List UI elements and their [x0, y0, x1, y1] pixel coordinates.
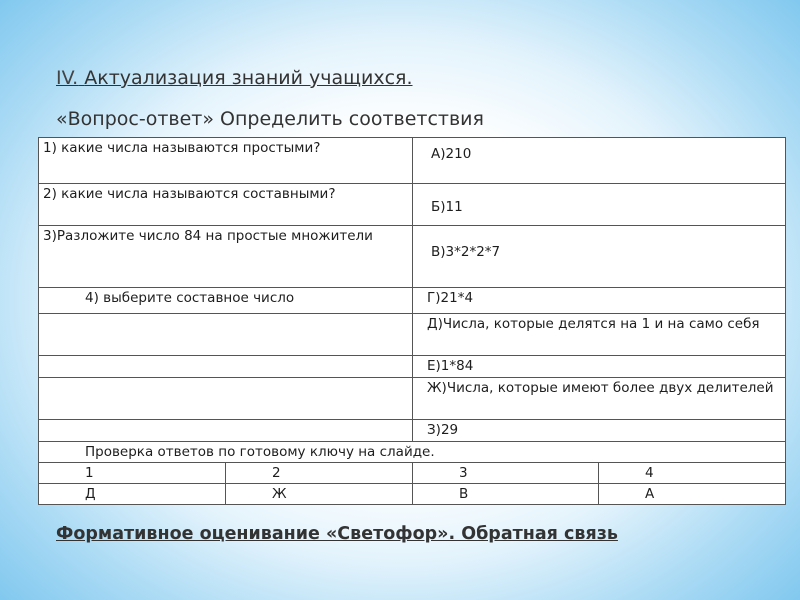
answer-cell: Ж)Числа, которые имеют более двух делителей: [413, 378, 786, 420]
check-note-row: [39, 442, 786, 463]
key-letter-cell: Д: [39, 484, 226, 505]
section-title: Актуализация знаний учащихся.: [84, 67, 413, 89]
footer-feedback: Формативное оценивание «Светофор». Обратная связь: [56, 524, 618, 544]
answer-cell: А)210: [413, 138, 786, 184]
table-row: [39, 138, 786, 184]
key-number-cell: 1: [39, 463, 226, 484]
key-numbers-row: [39, 463, 786, 484]
table-row: [39, 314, 786, 356]
question-cell: [39, 356, 413, 378]
key-letter-cell: В: [413, 484, 599, 505]
check-note: Проверка ответов по готовому ключу на слайде.: [39, 442, 786, 463]
question-cell: [39, 314, 413, 356]
key-letters-row: [39, 484, 786, 505]
matching-table: [38, 137, 786, 505]
answer-cell: Б)11: [413, 184, 786, 226]
table-row: [39, 184, 786, 226]
question-cell: 2) какие числа называются составными?: [39, 184, 413, 226]
question-cell: 4) выберите составное число: [39, 288, 413, 314]
key-letter-cell: Ж: [226, 484, 413, 505]
answer-cell: Е)1*84: [413, 356, 786, 378]
table-row: [39, 378, 786, 420]
table-row: [39, 420, 786, 442]
question-cell: [39, 378, 413, 420]
key-number-cell: 3: [413, 463, 599, 484]
key-letter-cell: А: [599, 484, 786, 505]
table-row: [39, 356, 786, 378]
question-cell: 3)Разложите число 84 на простые множители: [39, 226, 413, 288]
section-numeral: IV.: [56, 67, 79, 89]
question-cell: [39, 420, 413, 442]
slide-title: [56, 67, 413, 89]
key-number-cell: 2: [226, 463, 413, 484]
table-row: [39, 288, 786, 314]
answer-cell: В)3*2*2*7: [413, 226, 786, 288]
table-row: [39, 226, 786, 288]
key-number-cell: 4: [599, 463, 786, 484]
answer-cell: Д)Числа, которые делятся на 1 и на само себя: [413, 314, 786, 356]
slide-subtitle: «Вопрос-ответ» Определить соответствия: [56, 108, 484, 130]
question-cell: 1) какие числа называются простыми?: [39, 138, 413, 184]
answer-cell: Г)21*4: [413, 288, 786, 314]
answer-cell: З)29: [413, 420, 786, 442]
